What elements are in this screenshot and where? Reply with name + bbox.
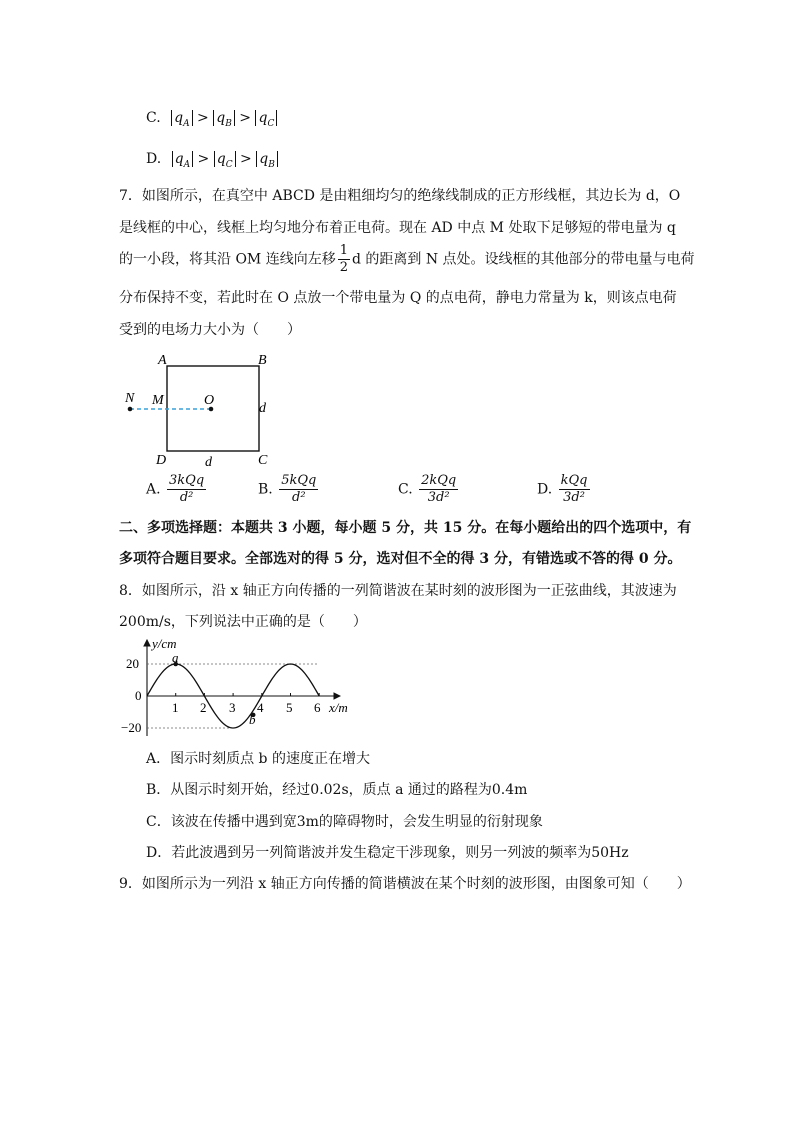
option-label: B. (258, 481, 273, 498)
q7-line2: 是线框的中心，线框上均匀地分布着正电荷。现在 AD 中点 M 处取下足够短的带电量为 q (119, 220, 676, 236)
y-tick-0: 0 (135, 688, 142, 703)
option-label: A. (146, 481, 161, 498)
q7-option-b (258, 473, 320, 506)
q7-line1: 7．如图所示，在真空中 ABCD 是由粗细均匀的绝缘线制成的正方形线框，其边长为 d，O (119, 188, 681, 204)
x-tick-1: 1 (172, 700, 179, 715)
label-n: N (125, 391, 135, 406)
section2-header-line1: 二、多项选择题：本题共 3 小题，每小题 5 分，共 15 分。在每小题给出的四个选项中，有 (119, 520, 692, 536)
q6-option-d-label: D. (146, 151, 162, 167)
q8-option-b: B．从图示时刻开始，经过0.02s，质点 a 通过的路程为0.4m (146, 782, 528, 798)
q9-line1: 9．如图所示为一列沿 x 轴正方向传播的简谐横波在某个时刻的波形图，由图象可知（ ） (119, 876, 691, 892)
q7-line5: 受到的电场力大小为（ ） (119, 322, 301, 338)
q7-option-a (146, 473, 208, 506)
point-n (128, 407, 133, 412)
y-tick-minus20: −20 (121, 720, 142, 735)
q6-option-c-label: C. (146, 110, 161, 126)
fraction-numerator: 1 (339, 243, 348, 258)
q8-option-d: D．若此波遇到另一列简谐波并发生稳定干涉现象，则另一列波的频率为50Hz (146, 845, 629, 861)
x-tick-4: 4 (257, 700, 264, 715)
x-tick-2: 2 (200, 700, 207, 715)
fraction-denominator: 3d² (563, 490, 585, 505)
q7-line3-part1: 的一小段，将其沿 OM 连线向左移 (119, 251, 336, 268)
option-fraction (167, 473, 206, 506)
label-m: M (152, 393, 164, 408)
label-b: B (258, 353, 267, 368)
x-tick-5: 5 (286, 700, 293, 715)
q7-square-frame-figure (118, 348, 278, 473)
option-fraction (419, 473, 458, 506)
option-fraction (279, 473, 318, 506)
fraction-denominator: 3d² (427, 490, 450, 505)
q7-line4: 分布保持不变，若此时在 O 点放一个带电量为 Q 的点电荷，静电力常量为 k，则该点电荷 (119, 290, 677, 306)
q8-option-a: A．图示时刻质点 b 的速度正在增大 (146, 751, 370, 767)
label-side-right: d (259, 401, 266, 416)
y-tick-20: 20 (126, 656, 139, 671)
x-axis-label: x/m (329, 700, 348, 715)
label-a: A (158, 353, 167, 368)
fraction-numerator: 2kQq (421, 473, 457, 488)
fraction-numerator: kQq (560, 473, 588, 488)
option-label: D. (537, 481, 553, 498)
label-c: C (258, 453, 268, 468)
option-label: C. (398, 481, 413, 498)
label-point-b: b (249, 712, 256, 727)
q8-wave-graph (118, 636, 358, 742)
fraction-numerator: 5kQq (281, 473, 317, 488)
q8-line2: 200m/s，下列说法中正确的是（ ） (119, 614, 367, 630)
label-o: O (204, 393, 215, 408)
q7-option-c (398, 473, 460, 506)
q7-half-fraction (338, 243, 350, 276)
option-fraction (559, 473, 590, 506)
label-side-bottom: d (205, 455, 212, 470)
q6-option-d (146, 149, 278, 175)
q7-line3-part2: d 的距离到 N 点处。设线框的其他部分的带电量与电荷 (352, 251, 695, 268)
q8-option-c: C．该波在传播中遇到宽3m的障碍物时，会发生明显的衍射现象 (146, 814, 543, 830)
fraction-numerator: 3kQq (169, 473, 205, 488)
fraction-denominator: 2 (339, 260, 348, 275)
q7-line3 (119, 243, 695, 276)
q6-option-c-formula: $q_A > q_B > q_C$ (171, 110, 277, 126)
x-tick-6: 6 (314, 700, 321, 715)
y-axis-label: y/cm (152, 636, 177, 651)
q6-option-c (146, 108, 277, 134)
section2-header-line2: 多项符合题目要求。全部选对的得 5 分，选对但不全的得 3 分，有错选或不答的得 0 分。 (119, 551, 682, 567)
q6-option-d-formula: $q_A > q_C > q_B$ (172, 151, 278, 167)
q7-option-d (537, 473, 592, 506)
x-tick-3: 3 (229, 700, 236, 715)
label-point-a: a (172, 650, 179, 665)
fraction-denominator: d² (292, 490, 306, 505)
fraction-denominator: d² (179, 490, 194, 505)
q8-line1: 8．如图所示，沿 x 轴正方向传播的一列简谐波在某时刻的波形图为一正弦曲线，其波速为 (119, 583, 677, 599)
label-d: D (156, 453, 167, 468)
